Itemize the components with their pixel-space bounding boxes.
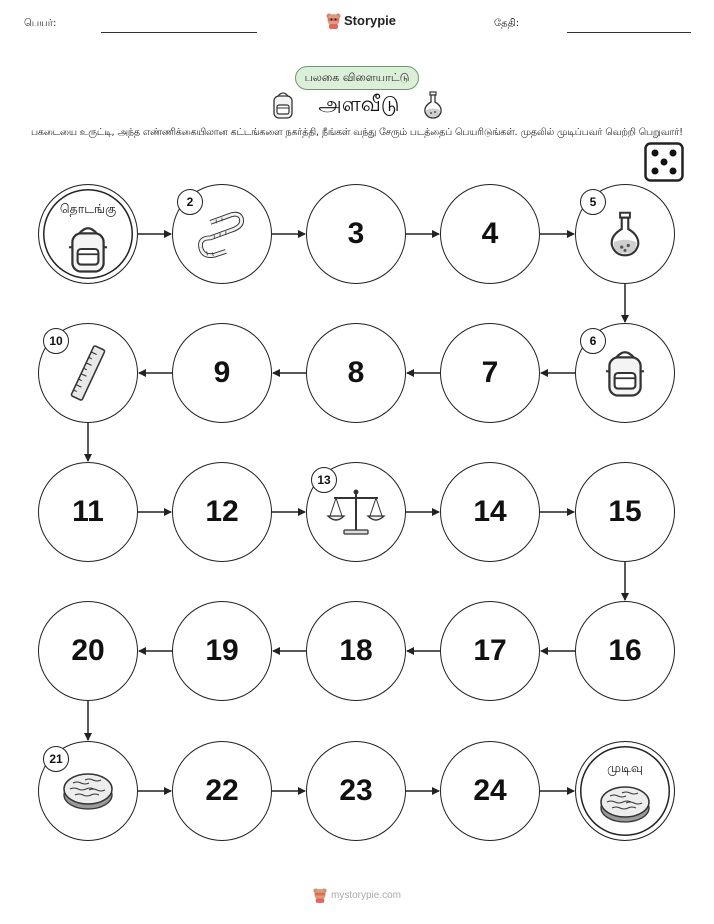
game-type-badge: பலகை விளையாட்டு <box>295 66 419 90</box>
cell-number: 12 <box>205 495 239 528</box>
balance-scale-icon <box>326 486 386 538</box>
cell-number: 7 <box>481 356 499 389</box>
board-cell-16[interactable] <box>575 601 675 701</box>
cell-number: 16 <box>608 634 642 667</box>
measuring-tape-icon <box>193 205 251 263</box>
board-cell-12[interactable] <box>172 462 272 562</box>
board-cell-17[interactable] <box>440 601 540 701</box>
board-cell-6[interactable] <box>575 323 675 423</box>
board-cell-25[interactable] <box>575 741 675 841</box>
date-label: தேதி: <box>494 18 520 29</box>
ruler-icon <box>68 343 108 403</box>
cell-number: 11 <box>72 495 104 528</box>
footer-site[interactable]: mystorypie.com <box>330 889 401 901</box>
cell-number: 4 <box>481 217 499 250</box>
board-cell-2[interactable] <box>172 184 272 284</box>
start-label: தொடங்கு <box>59 201 117 216</box>
cell-number: 22 <box>205 774 239 807</box>
cell-number: 15 <box>608 495 642 528</box>
board-cell-21[interactable] <box>38 741 138 841</box>
board-cell-24[interactable] <box>440 741 540 841</box>
cell-number: 8 <box>347 356 365 389</box>
board-cell-1[interactable] <box>38 184 138 284</box>
footer <box>0 887 714 903</box>
bear-mascot-icon <box>313 887 327 903</box>
cell-number: 3 <box>347 217 365 250</box>
cell-number: 18 <box>339 634 373 667</box>
page-title: அளவீடு <box>318 91 400 116</box>
board-cell-9[interactable] <box>172 323 272 423</box>
flask-icon <box>607 209 643 259</box>
cookie-icon <box>61 769 115 813</box>
end-label: முடிவு <box>607 760 643 775</box>
board-cell-19[interactable] <box>172 601 272 701</box>
cell-number-badge: 10 <box>43 328 69 354</box>
cell-number-badge: 21 <box>43 746 69 772</box>
cell-number: 14 <box>473 495 507 528</box>
board-cell-5[interactable] <box>575 184 675 284</box>
backpack-icon <box>39 223 137 275</box>
board-cell-22[interactable] <box>172 741 272 841</box>
cookie-icon <box>576 782 674 826</box>
board-cell-7[interactable] <box>440 323 540 423</box>
name-label: பெயர்: <box>24 18 57 29</box>
board-cell-18[interactable] <box>306 601 406 701</box>
board-cell-23[interactable] <box>306 741 406 841</box>
board-cell-15[interactable] <box>575 462 675 562</box>
board-cell-14[interactable] <box>440 462 540 562</box>
cell-number: 20 <box>71 634 105 667</box>
board-cell-13[interactable] <box>306 462 406 562</box>
cell-number: 19 <box>205 634 239 667</box>
backpack-icon <box>602 347 648 399</box>
cell-number-badge: 5 <box>580 189 606 215</box>
board-cell-4[interactable] <box>440 184 540 284</box>
cell-number-badge: 6 <box>580 328 606 354</box>
cell-number: 24 <box>473 774 507 807</box>
brand-name: Storypie <box>344 13 397 28</box>
board-cell-8[interactable] <box>306 323 406 423</box>
cell-number: 23 <box>339 774 373 807</box>
board-cell-20[interactable] <box>38 601 138 701</box>
board-cell-10[interactable] <box>38 323 138 423</box>
cell-number-badge: 13 <box>311 467 337 493</box>
board-cell-3[interactable] <box>306 184 406 284</box>
cell-number-badge: 2 <box>177 189 203 215</box>
cell-number: 9 <box>213 356 231 389</box>
board-cell-11[interactable] <box>38 462 138 562</box>
instructions-text: பகடையை உருட்டி, அந்த எண்ணிக்கையிலான கட்டங்களை நகர்த்தி, நீங்கள் வந்து சேரும் படத்தைப் பெயரிடுங்கள். முதலில் முடிப்பவர் வெற்றி பெறுவார்! <box>30 127 684 138</box>
cell-number: 17 <box>473 634 507 667</box>
